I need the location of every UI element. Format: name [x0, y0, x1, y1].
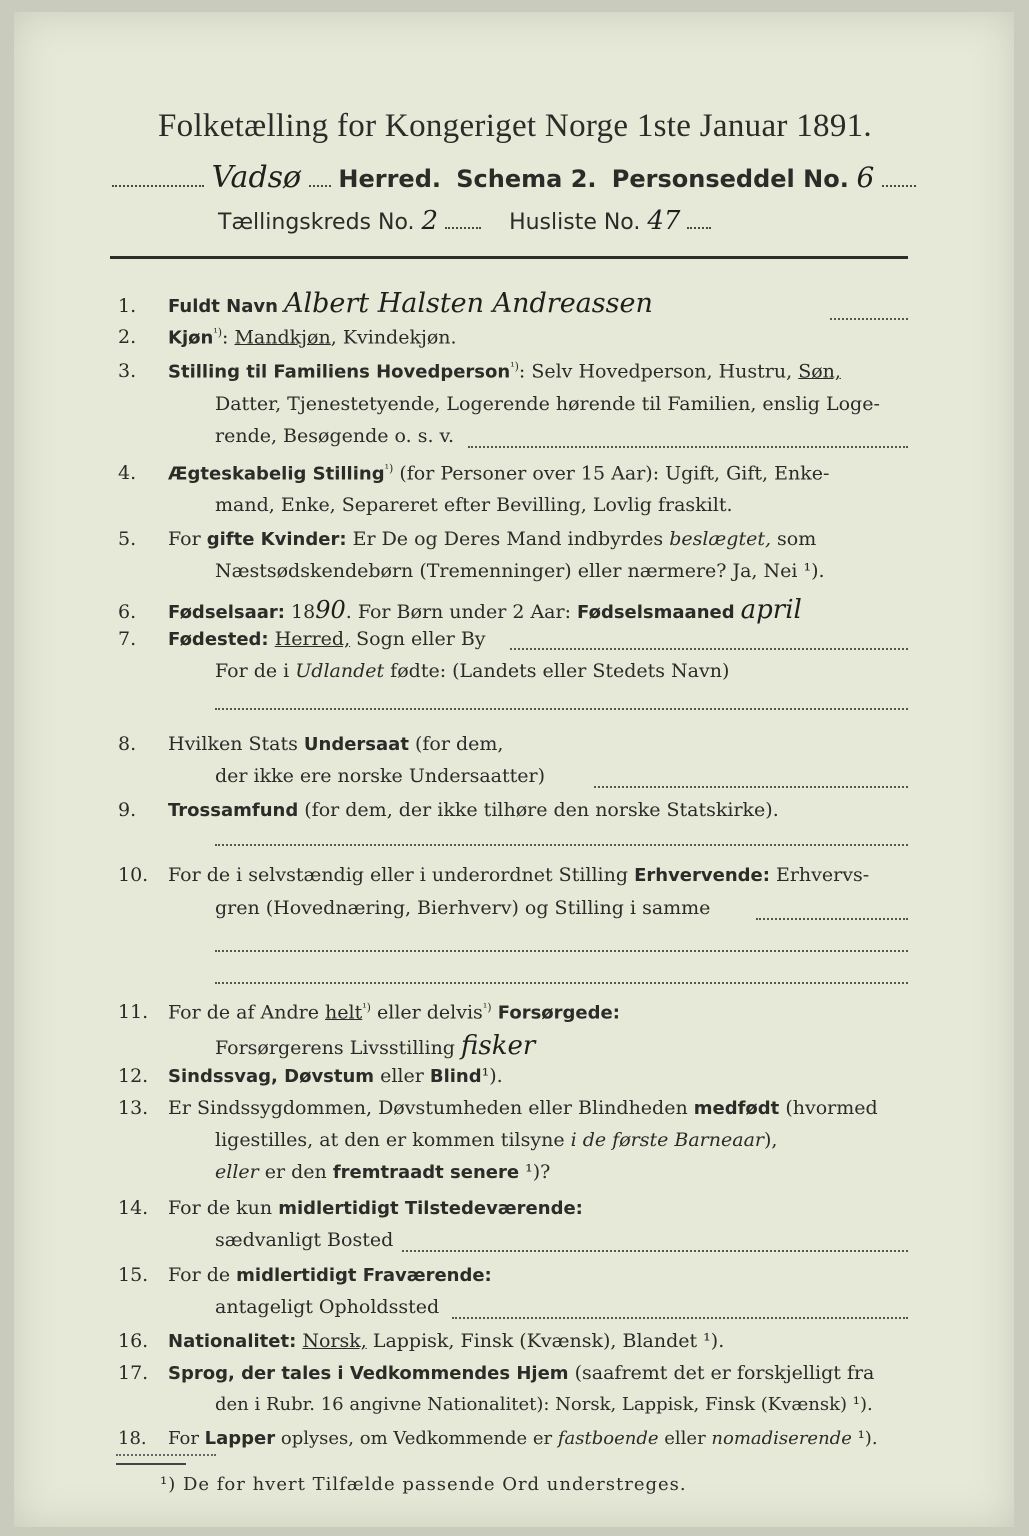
q10-dots-2: [215, 950, 908, 952]
q2-label: Kjøn: [168, 327, 214, 349]
q7-line2it: Udlandet: [295, 660, 385, 682]
q13-pre: Er Sindssygdommen, Døvstumheden eller Blindheden: [168, 1097, 694, 1119]
q18-it1: fastboende: [557, 1428, 659, 1449]
q13-line3: [215, 1161, 550, 1183]
q15-num: 15.: [118, 1264, 149, 1286]
q18-label: Lapper: [204, 1428, 276, 1449]
q6-year-prefix: 18: [285, 601, 316, 623]
herred-dots: [112, 185, 204, 187]
q3-label: Stilling til Familiens Hovedperson: [168, 361, 511, 383]
question-18: [118, 1428, 878, 1449]
q11-line2-label: Forsørgerens Livsstilling: [215, 1037, 455, 1059]
q13-line2it: i de første Barneaar: [570, 1129, 764, 1151]
q5-line1b: som: [771, 528, 817, 550]
q10-label: Erhvervende:: [634, 865, 770, 886]
header-rule: [110, 256, 908, 259]
q14-line2: sædvanligt Bosted: [215, 1229, 394, 1251]
q11-label: Forsørgede:: [491, 1002, 620, 1024]
q8-dots: [594, 786, 908, 788]
q18-mid2: eller: [658, 1428, 712, 1449]
q11-num: 11.: [118, 1001, 149, 1024]
q11-opt-helt: helt: [325, 1001, 363, 1024]
form-title: Folketælling for Kongeriget Norge 1ste Januar 1891.: [158, 108, 872, 144]
q13-rest: (hvormed: [779, 1097, 878, 1119]
question-4: [118, 462, 829, 484]
q6-month-value: april: [740, 595, 802, 625]
q13-line3a: er den: [258, 1161, 333, 1183]
q5-pre: For: [168, 528, 207, 550]
q13-line2: [215, 1129, 777, 1151]
q12-label: Sindssvag, Døvstum: [168, 1066, 375, 1087]
q3-line3: rende, Besøgende o. s. v.: [215, 425, 455, 447]
q10-dots: [756, 918, 908, 920]
q4-sup: ¹): [384, 462, 394, 475]
question-9: [118, 799, 779, 821]
q18-end: ¹).: [851, 1428, 878, 1449]
q16-num: 16.: [118, 1330, 149, 1352]
q16-label: Nationalitet:: [168, 1331, 297, 1352]
q8-line2: der ikke ere norske Undersaatter): [215, 765, 545, 787]
herred-label: Herred.: [338, 165, 441, 193]
question-7: [118, 628, 486, 650]
q8-pre: Hvilken Stats: [168, 733, 304, 755]
kreds-line: [218, 206, 711, 236]
q6-label: Fødselsaar:: [168, 602, 285, 623]
q2-opt-mandkjon: Mandkjøn: [234, 326, 331, 349]
q14-pre: For de kun: [168, 1197, 279, 1219]
kreds-dots: [445, 227, 481, 229]
q11-occupation-value: fisker: [461, 1031, 536, 1061]
q8-label: Undersaat: [303, 734, 409, 755]
q2-sup: ¹): [213, 326, 223, 339]
q15-pre: For de: [168, 1264, 237, 1286]
q13-line2b: ),: [764, 1129, 778, 1151]
q18-it2: nomadiserende: [711, 1428, 852, 1449]
q4-line1: (for Personer over 15 Aar): Ugift, Gift, Enke-: [393, 462, 830, 485]
q7-dots: [510, 648, 908, 650]
q5-line1a: Er De og Deres Mand indbyrdes: [346, 528, 670, 550]
question-1: [118, 288, 653, 319]
q17-label: Sprog, der tales i Vedkommendes Hjem: [168, 1363, 569, 1384]
q7-line2: [215, 660, 729, 682]
q6-year-value: 90: [315, 596, 346, 624]
husliste-value: 47: [647, 206, 681, 236]
q11-sup1: ¹): [362, 1001, 371, 1014]
q14-label: midlertidigt Tilstedeværende:: [278, 1198, 583, 1219]
q7-line2b: fødte: (Landets eller Stedets Navn): [384, 660, 730, 682]
kreds-label: Tællingskreds No.: [218, 210, 415, 235]
q13-num: 13.: [118, 1097, 149, 1119]
q12-sup: ¹).: [481, 1065, 503, 1087]
q10-dots-3: [215, 982, 908, 984]
q10-pre: For de i selvstændig eller i underordnet Stilling: [168, 864, 635, 886]
q7-rest: Sogn eller By: [350, 628, 486, 650]
q16-rest: Lappisk, Finsk (Kvænsk), Blandet ¹).: [366, 1330, 725, 1352]
q2-sep: :: [222, 326, 235, 349]
q12-label2: Blind: [429, 1066, 482, 1087]
q9-label: Trossamfund: [168, 800, 299, 821]
q12-num: 12.: [118, 1065, 149, 1087]
question-10: [118, 864, 869, 886]
q16-opt-norsk: Norsk,: [302, 1330, 367, 1352]
herred-dots-2: [309, 185, 331, 187]
q13-line3label: fremtraadt senere: [332, 1162, 520, 1183]
q18-pre: For: [168, 1428, 205, 1449]
q18-num: 18.: [118, 1428, 147, 1449]
q1-num: 1.: [118, 295, 137, 317]
q7-num: 7.: [118, 628, 137, 650]
q14-dots: [402, 1250, 908, 1252]
herred-value: Vadsø: [211, 160, 302, 195]
q12-mid: eller: [374, 1065, 430, 1087]
herred-line: [112, 160, 916, 195]
footnote: ¹) De for hvert Tilfælde passende Ord understreges.: [160, 1474, 687, 1495]
q8-num: 8.: [118, 733, 137, 755]
q3-opt-son: Søn,: [798, 360, 841, 383]
personseddel-value: 6: [856, 161, 875, 194]
question-13: [118, 1097, 878, 1119]
q5-line1it: beslægtet,: [669, 528, 772, 550]
q1-dots: [830, 318, 908, 320]
q6-mid: . For Børn under 2 Aar:: [345, 601, 578, 623]
q13-label: medfødt: [693, 1098, 780, 1119]
question-5: [118, 528, 816, 550]
q5-label: gifte Kvinder:: [206, 529, 347, 550]
q9-num: 9.: [118, 799, 137, 821]
personseddel-label: Personseddel No.: [611, 165, 849, 193]
q4-num: 4.: [118, 462, 137, 485]
q3-num: 3.: [118, 360, 137, 383]
q2-rest: , Kvindekjøn.: [330, 326, 457, 349]
q3-dots: [468, 446, 908, 448]
question-15: [118, 1264, 492, 1286]
question-8: [118, 733, 503, 755]
q15-dots: [452, 1317, 908, 1319]
q9-dots: [215, 844, 908, 846]
q1-label: Fuldt Navn: [168, 296, 278, 317]
q17-num: 17.: [118, 1362, 149, 1384]
question-2: [118, 326, 457, 348]
q10-line2: gren (Hovednæring, Bierhverv) og Stilling i samme: [215, 897, 711, 919]
husliste-label: Husliste No.: [509, 210, 641, 235]
q10-rest: Erhvervs-: [769, 864, 870, 886]
q11-line2: [215, 1031, 535, 1061]
q13-line2a: ligestilles, at den er kommen tilsyne: [215, 1129, 571, 1151]
personseddel-dots: [882, 185, 916, 187]
question-17: [118, 1362, 874, 1384]
question-12: [118, 1065, 503, 1087]
q6-month-label: Fødselsmaaned: [577, 602, 735, 623]
q7-opt-herred: Herred,: [274, 628, 351, 650]
question-11: [118, 1001, 620, 1023]
schema-label: Schema 2.: [456, 165, 597, 193]
footnote-rule: [116, 1463, 186, 1465]
q10-num: 10.: [118, 864, 149, 886]
q13-line3it: eller: [215, 1161, 259, 1183]
footnote-dots: [116, 1454, 216, 1456]
husliste-dots: [687, 227, 711, 229]
q15-label: midlertidigt Fraværende:: [236, 1265, 492, 1286]
q11-sup2: ¹): [482, 1001, 492, 1014]
q3-line1: : Selv Hovedperson, Hustru,: [518, 360, 799, 383]
q18-mid: oplyses, om Vedkommende er: [275, 1428, 558, 1449]
q4-line2: mand, Enke, Separeret efter Bevilling, Lovlig fraskilt.: [215, 494, 733, 516]
q7-line2a: For de i: [215, 660, 296, 682]
q5-num: 5.: [118, 528, 137, 550]
question-3: [118, 360, 841, 382]
q3-line2: Datter, Tjenestetyende, Logerende hørende til Familien, enslig Loge-: [215, 393, 880, 415]
q7-dots-2: [215, 708, 908, 710]
q9-rest: (for dem, der ikke tilhøre den norske Statskirke).: [298, 799, 779, 821]
question-16: [118, 1330, 724, 1352]
q2-num: 2.: [118, 326, 137, 349]
q6-num: 6.: [118, 601, 137, 623]
question-14: [118, 1197, 583, 1219]
q8-rest: (for dem,: [408, 733, 504, 755]
q17-rest: (saafremt det er forskjelligt fra: [568, 1362, 875, 1384]
q17-line2: den i Rubr. 16 angivne Nationalitet): Norsk, Lappisk, Finsk (Kvænsk) ¹).: [215, 1394, 873, 1415]
q1-name-value: Albert Halsten Andreassen: [283, 288, 653, 319]
q11-mid: eller delvis: [370, 1001, 483, 1024]
q7-label: Fødested:: [168, 629, 269, 650]
q15-line2: antageligt Opholdssted: [215, 1296, 440, 1318]
q3-sup: ¹): [510, 360, 519, 373]
question-6: [118, 595, 802, 625]
q11-pre: For de af Andre: [168, 1001, 326, 1024]
q5-line2: Næstsødskendebørn (Tremenninger) eller nærmere? Ja, Nei ¹).: [215, 560, 825, 582]
kreds-value: 2: [421, 206, 439, 236]
q13-line3b: ¹)?: [519, 1161, 551, 1183]
q14-num: 14.: [118, 1197, 149, 1219]
q4-label: Ægteskabelig Stilling: [168, 463, 385, 485]
